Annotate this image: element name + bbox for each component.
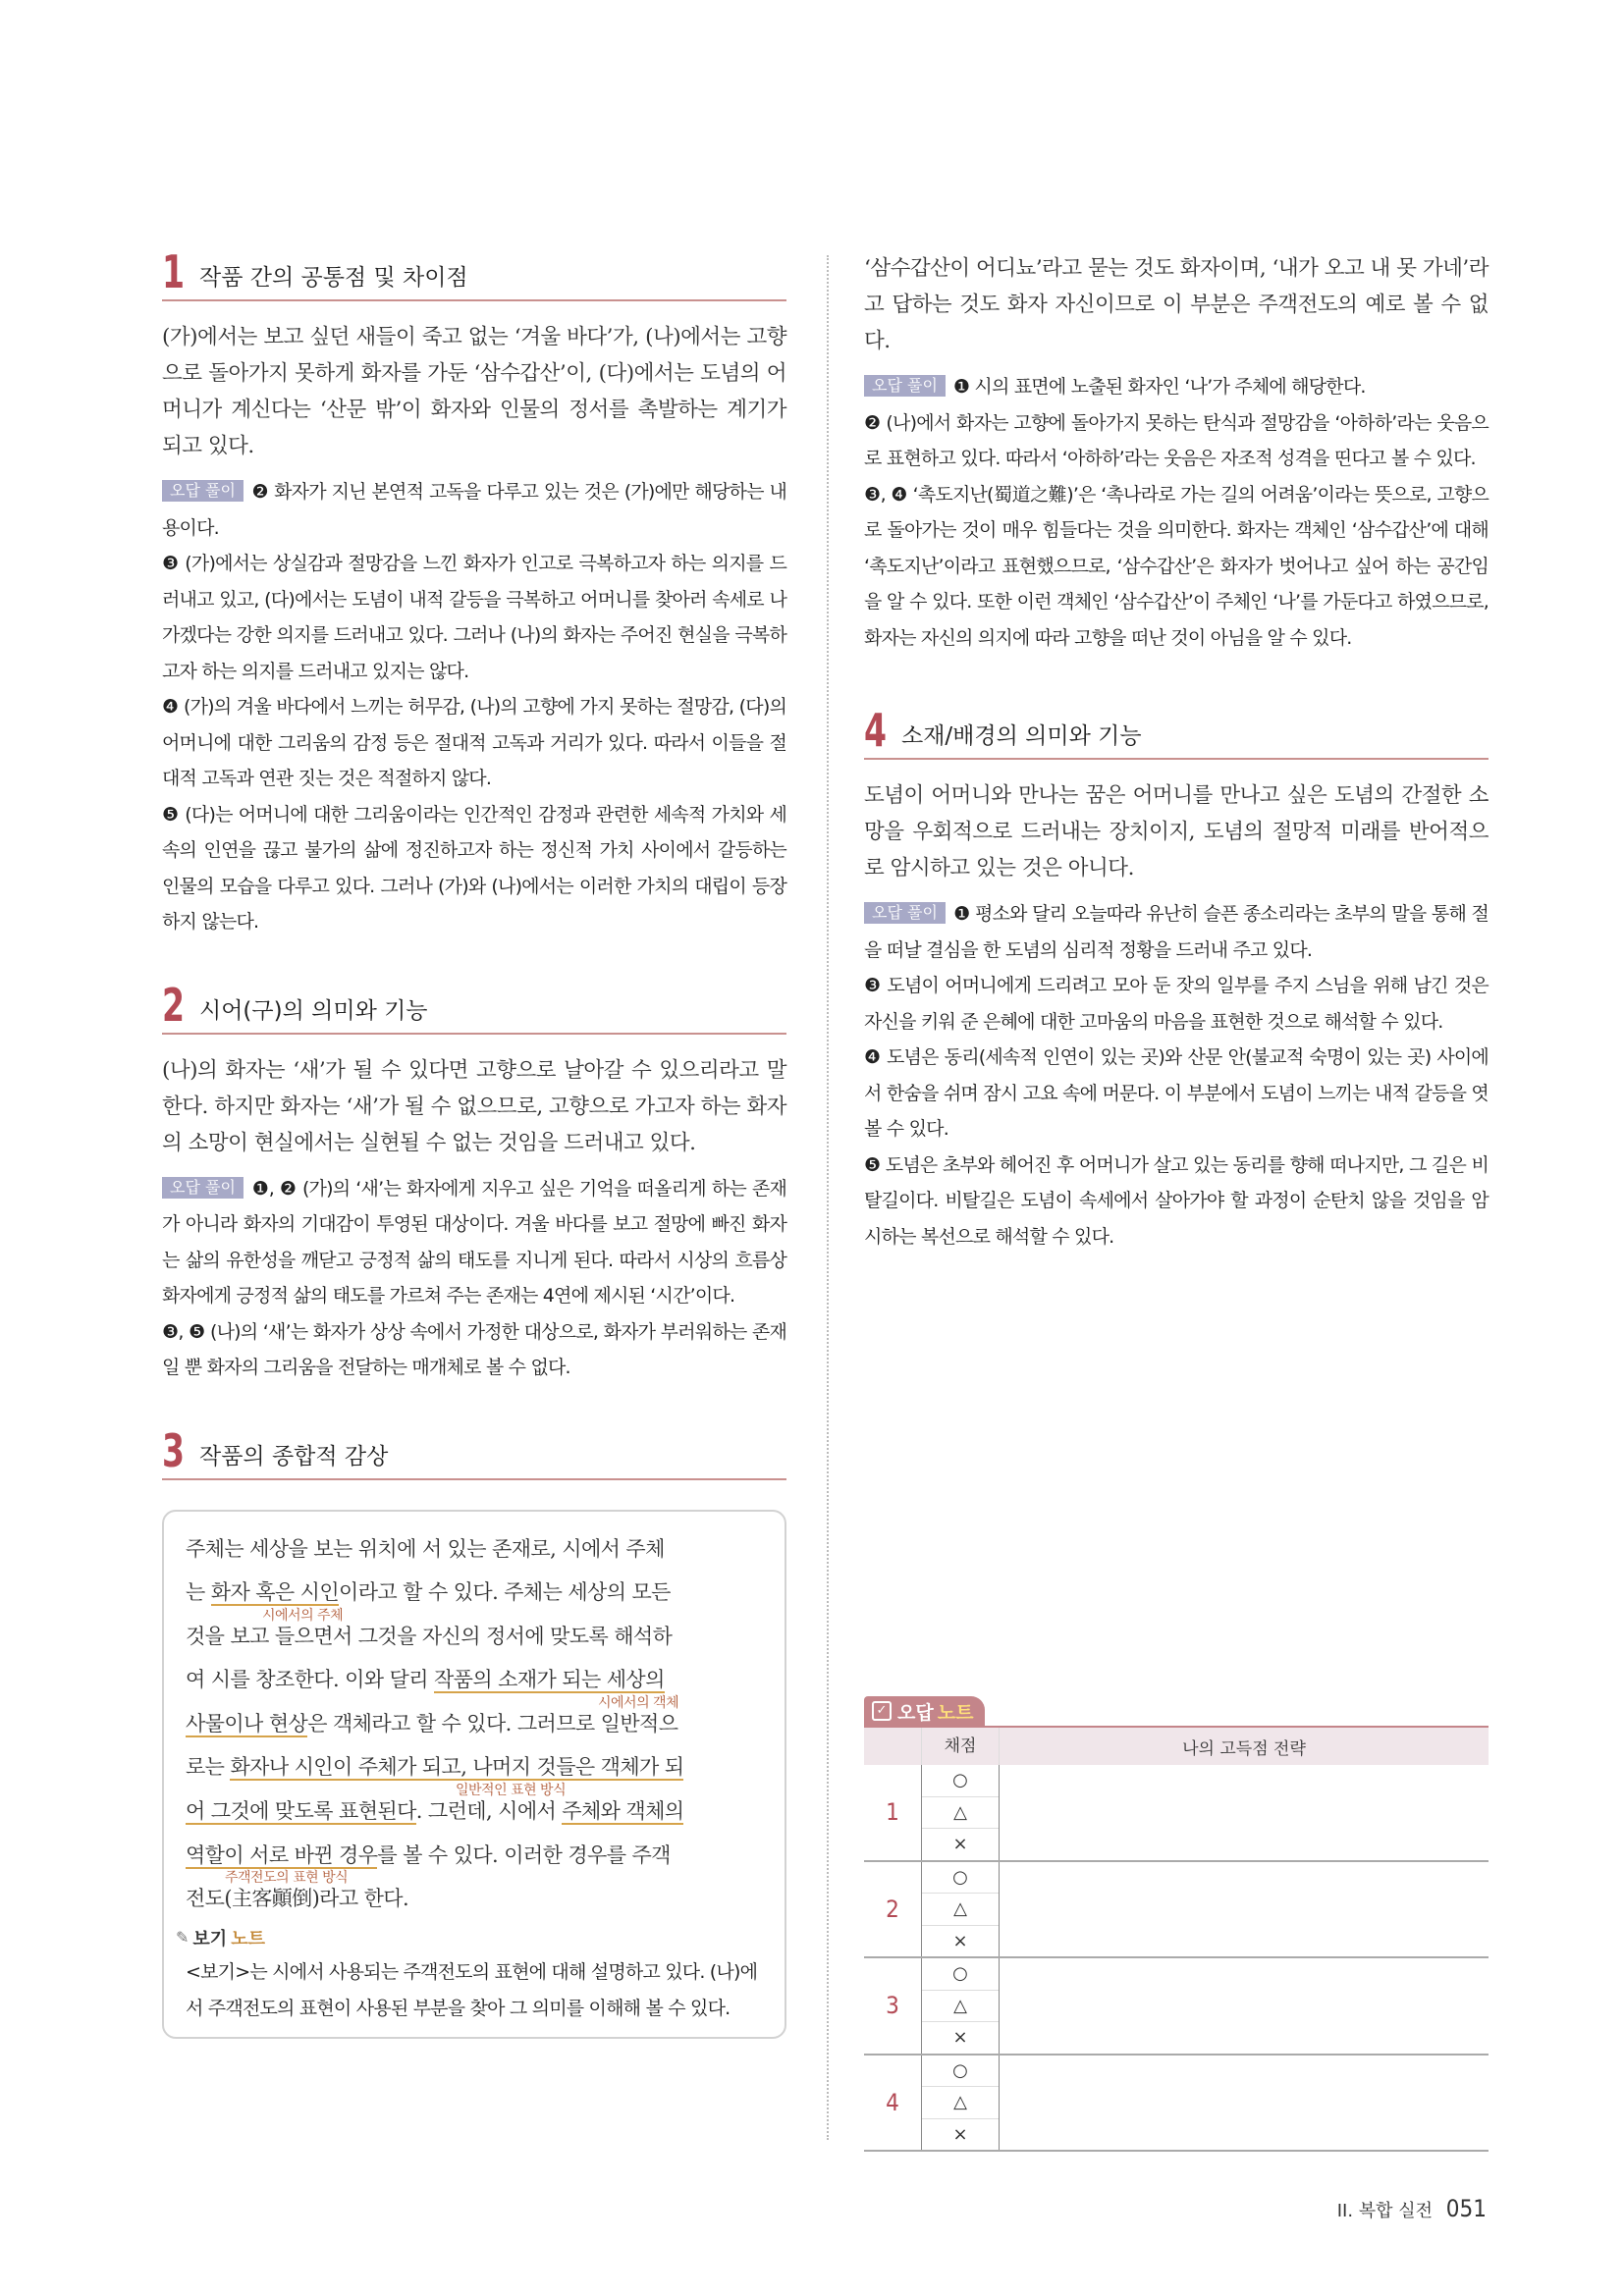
explanation-item: ❸, ❺ (나)의 ‘새’는 화자가 상상 속에서 가정한 대상으로, 화자가 부러워하는 존재일 뿐 화자의 그리움을 전달하는 매개체로 볼 수 없다. [162, 1320, 786, 1378]
partial-mark[interactable]: △ [922, 1991, 999, 2023]
explanation-item: ❹ 도념은 동리(세속적 인연이 있는 곳)와 산문 안(불교적 숙명이 있는 곳) 사이에서 한숨을 쉬며 잠시 고요 속에 머문다. 이 부분에서 도념이 느끼는 내적 갈등을 엿볼 수 있다. [864, 1046, 1489, 1140]
footer-section-label: II. 복합 실전 [1336, 2201, 1434, 2221]
column-divider [827, 255, 829, 2140]
explanation-item: ❶ 시의 표면에 노출된 화자인 ‘나’가 주체에 해당한다. [952, 376, 1366, 398]
passage-line [186, 1694, 763, 1746]
question-number: 4 [886, 2088, 899, 2116]
explanation-item: ❶ 평소와 달리 오늘따라 유난히 슬픈 종소리라는 초부의 말을 통해 절을 떠날 결심을 한 도념의 심리적 정황을 드러내 주고 있다. [864, 903, 1489, 961]
passage-text: 주체는 세상을 보는 위치에 서 있는 존재로, 시에서 주체 [186, 1536, 665, 1561]
strategy-cell[interactable] [1000, 1958, 1489, 2054]
pencil-icon: ✎ [176, 1928, 189, 1948]
error-note-header [864, 1726, 1489, 1765]
passage-text: 이라고 할 수 있다. 주체는 세상의 모든 [339, 1580, 671, 1605]
passage-text: 은 객체라고 할 수 있다. 그러므로 일반적으 [307, 1711, 678, 1735]
left-column [162, 245, 786, 2039]
bogi-note-text: <보기>는 시에서 사용되는 주객전도의 표현에 대해 설명하고 있다. (나)에서 주객전도의 표현이 사용된 부분을 찾아 그 의미를 이해해 볼 수 있다. [186, 1960, 758, 2019]
correct-mark[interactable]: ○ [922, 1765, 999, 1797]
section-title: 소재/배경의 의미와 기능 [901, 723, 1142, 749]
section-1-explanation [162, 474, 786, 546]
wrong-answer-badge: 오답 풀이 [162, 480, 244, 502]
underlined-phrase: 역할이 서로 바뀐 경우 [186, 1842, 378, 1867]
question-number: 2 [886, 1895, 899, 1923]
wrong-answer-badge: 오답 풀이 [864, 375, 946, 397]
wrong-mark[interactable]: × [952, 1834, 968, 1854]
correct-mark[interactable]: ○ [922, 2056, 999, 2088]
explanation-item: ❷ 화자가 지닌 본연적 고독을 다루고 있는 것은 (가)에만 해당하는 내용이다. [162, 481, 786, 539]
annotation-label: 시에서의 주체 [262, 1607, 344, 1624]
section-4-explanation [864, 896, 1489, 968]
passage-text: 여 시를 창조한다. 이와 달리 [186, 1668, 434, 1692]
section-1-body: (가)에서는 보고 싶던 새들이 죽고 없는 ‘겨울 바다’가, (나)에서는 고향으로 돌아가지 못하게 화자를 가둔 ‘삼수갑산’이, (다)에서는 도념의 어머니가 계신다는 ‘산문 밖’이 화자와 인물의 정서를 촉발하는 계기가 되고 있다. [162, 325, 786, 458]
section-number: 2 [162, 978, 186, 1032]
section-2-header [162, 978, 786, 1035]
score-column-header: 채점 [921, 1728, 1000, 1765]
section-1-header [162, 245, 786, 301]
explanation-item: ❺ 도념은 초부와 헤어진 후 어머니가 살고 있는 동리를 향해 떠나지만, 그 길은 비탈길이다. 비탈길은 도념이 속세에서 살아가야 할 과정이 순탄치 않을 것임을 암시하는 복선으로 해석할 수 있다. [864, 1153, 1489, 1248]
wrong-mark[interactable]: × [952, 2123, 968, 2145]
bogi-note-title: 노트 [231, 1928, 265, 1949]
error-note-table [864, 1696, 1489, 2152]
passage-line [186, 1870, 763, 1921]
wrong-mark[interactable]: × [952, 1930, 968, 1951]
passage-text: . 그런데, 시에서 [415, 1799, 563, 1824]
wrong-mark[interactable]: × [952, 2027, 968, 2048]
error-note-title: 노트 [937, 1701, 974, 1724]
passage-line [186, 1607, 763, 1659]
right-column [864, 250, 1489, 1255]
bogi-note-title: 보기 [192, 1928, 228, 1949]
explanation-item: ❸ 도념이 어머니에게 드리려고 모아 둔 잣의 일부를 주지 스님을 위해 남긴 것은 자신을 키워 준 은혜에 대한 고마움의 마음을 표현한 것으로 해석할 수 있다. [864, 975, 1489, 1033]
error-note-row [864, 1958, 1489, 2056]
wrong-answer-badge: 오답 풀이 [162, 1177, 244, 1199]
section-2-explanation [162, 1171, 786, 1314]
score-marks [921, 1862, 1000, 1957]
underlined-phrase: 주체와 객체의 [562, 1799, 684, 1824]
error-note-row [864, 2056, 1489, 2153]
underlined-phrase: 화자 혹은 시인 [210, 1580, 340, 1605]
section-4-header [864, 704, 1489, 760]
correct-mark[interactable]: ○ [922, 1862, 999, 1895]
section-2-body: (나)의 화자는 ‘새’가 될 수 있다면 고향으로 날아갈 수 있으리라고 말한다. 하지만 화자는 ‘새’가 될 수 없으므로, 고향으로 가고자 하는 화자의 소망이 현실에서는 실현될 수 없는 것임을 드러내고 있다. [162, 1057, 786, 1155]
error-note-row [864, 1862, 1489, 1959]
passage-text: 를 볼 수 있다. 이러한 경우를 주객 [377, 1842, 671, 1867]
section-number: 4 [864, 704, 888, 757]
passage-text: 로는 [186, 1755, 231, 1780]
bogi-passage-box [162, 1510, 786, 2039]
passage-line [186, 1527, 763, 1572]
section-3-header [162, 1423, 786, 1480]
error-note-title: 오답 [897, 1701, 934, 1724]
underlined-phrase: 작품의 소재가 되는 세상의 [434, 1668, 665, 1692]
section-number: 1 [162, 245, 186, 298]
wrong-answer-badge: 오답 풀이 [864, 902, 946, 924]
score-marks [921, 1958, 1000, 2054]
strategy-cell[interactable] [1000, 1862, 1489, 1957]
annotation-label: 일반적인 표현 방식 [456, 1783, 567, 1799]
score-marks [921, 1765, 1000, 1860]
section-4-body: 도념이 어머니와 만나는 꿈은 어머니를 만나고 싶은 도념의 간절한 소망을 우회적으로 드러내는 장치이지, 도념의 절망적 미래를 반어적으로 암시하고 있는 것은 아니다. [864, 783, 1489, 881]
passage-text: 전도(主客顚倒)라고 한다. [186, 1887, 409, 1911]
section-title: 시어(구)의 의미와 기능 [199, 997, 428, 1024]
section-3-explanation [864, 369, 1489, 405]
section-title: 작품 간의 공통점 및 차이점 [199, 265, 468, 291]
annotation-label: 주객전도의 표현 방식 [225, 1870, 349, 1887]
explanation-item: ❸, ❹ ‘촉도지난(蜀道之難)’은 ‘촉나라로 가는 길의 어려움’이라는 뜻으로, 고향으로 돌아가는 것이 매우 힘들다는 것을 의미한다. 화자는 객체인 ‘삼수갑산’에 대해 ‘촉도지난’이라고 표현했으므로, ‘삼수갑산’은 화자가 벗어나고 싶어 하는 공간임을 알 수 있다. 또한 이런 객체인 ‘삼수갑산’이 주체인 ‘나’를 가둔다고 하였으므로, 화자는 자신의 의지에 따라 고향을 떠난 것이 아님을 알 수 있다. [864, 483, 1489, 649]
partial-mark[interactable]: △ [922, 1894, 999, 1926]
section-number: 3 [162, 1423, 186, 1477]
explanation-item: ❷ (나)에서 화자는 고향에 돌아가지 못하는 탄식과 절망감을 ‘아하하’라는 웃음으로 표현하고 있다. 따라서 ‘아하하’라는 웃음은 자조적 성격을 띤다고 볼 수 있다. [864, 411, 1489, 469]
question-number: 1 [886, 1798, 899, 1827]
explanation-item: ❹ (가)의 겨울 바다에서 느끼는 허무감, (나)의 고향에 가지 못하는 절망감, (다)의 어머니에 대한 그리움의 감정 등은 절대적 고독과 거리가 있다. 따라서 이들을 절대적 고독과 연관 짓는 것은 적절하지 않다. [162, 696, 786, 789]
passage-line [186, 1783, 763, 1834]
strategy-column-header: 나의 고득점 전략 [1182, 1738, 1306, 1759]
strategy-cell[interactable] [1000, 2056, 1489, 2151]
passage-text: 것을 보고 들으면서 그것을 자신의 정서에 맞도록 해석하 [186, 1624, 673, 1648]
error-note-tag [864, 1696, 985, 1726]
section-title: 작품의 종합적 감상 [199, 1443, 389, 1469]
bogi-note-tag [176, 1925, 275, 1950]
correct-mark[interactable]: ○ [922, 1958, 999, 1991]
explanation-item: ❺ (다)는 어머니에 대한 그리움이라는 인간적인 감정과 관련한 세속적 가치와 세속의 인연을 끊고 불가의 삶에 정진하고자 하는 정신적 가치 사이에서 갈등하는 인물의 모습을 다루고 있다. 그러나 (가)와 (나)에서는 이러한 가치의 대립이 등장하지 않는다. [162, 803, 786, 933]
question-number: 3 [886, 1992, 899, 2020]
error-note-row [864, 1765, 1489, 1862]
partial-mark[interactable]: △ [922, 2087, 999, 2119]
underlined-phrase: 사물이나 현상 [186, 1711, 308, 1735]
explanation-item: ❶, ❷ (가)의 ‘새’는 화자에게 지우고 싶은 기억을 떠올리게 하는 존재가 아니라 화자의 기대감이 투영된 대상이다. 겨울 바다를 보고 절망에 빠진 화자는 삶의 유한성을 깨닫고 긍정적 삶의 태도를 지니게 된다. 따라서 시상의 흐름상 화자에게 긍정적 삶의 태도를 가르쳐 주는 존재는 4연에 제시된 ‘시간’이다. [162, 1177, 786, 1307]
underlined-phrase: 화자나 시인이 주체가 되고, 나머지 것들은 객체가 되 [230, 1755, 684, 1780]
partial-mark[interactable]: △ [922, 1797, 999, 1830]
explanation-item: ❸ (가)에서는 상실감과 절망감을 느낀 화자가 인고로 극복하고자 하는 의지를 드러내고 있고, (다)에서는 도념이 내적 갈등을 극복하고 어머니를 찾아러 속세로 나가겠다는 강한 의지를 드러내고 있다. 그러나 (나)의 화자는 주어진 현실을 극복하고자 하는 의지를 드러내고 있지는 않다. [162, 553, 786, 682]
bogi-passage-text [186, 1527, 763, 1921]
page-footer [1337, 2195, 1487, 2222]
section-3-body: ‘삼수갑산이 어디뇨’라고 묻는 것도 화자이며, ‘내가 오고 내 못 가네’라고 답하는 것도 화자 자신이므로 이 부분은 주객전도의 예로 볼 수 없다. [864, 256, 1489, 353]
annotation-label: 시에서의 객체 [598, 1694, 679, 1711]
checkbox-icon: ✓ [872, 1701, 892, 1721]
score-marks [921, 2056, 1000, 2151]
strategy-cell[interactable] [1000, 1765, 1489, 1860]
passage-text: 는 [186, 1580, 211, 1605]
page-number: 051 [1445, 2195, 1487, 2222]
underlined-phrase: 어 그것에 맞도록 표현된다 [186, 1799, 416, 1824]
